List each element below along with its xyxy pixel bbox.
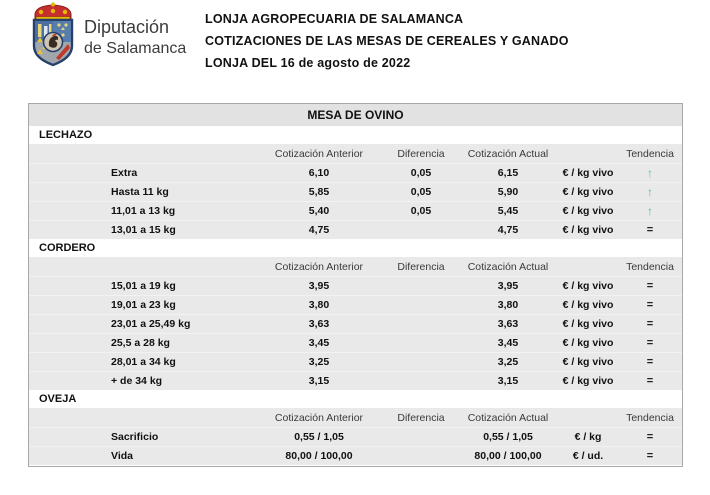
table-row <box>29 446 682 465</box>
value-anterior: 5,40 <box>308 205 330 217</box>
trend-equal-icon: = <box>646 280 654 292</box>
value-anterior: 0,55 / 1,05 <box>294 431 344 443</box>
table-sections <box>29 126 682 465</box>
row-label: Vida <box>111 450 133 462</box>
value-unit: € / kg vivo <box>562 167 614 179</box>
value-unit: € / kg vivo <box>562 299 614 311</box>
value-actual: 3,45 <box>497 337 519 349</box>
value-actual: 4,75 <box>497 224 519 236</box>
value-unit: € / kg vivo <box>562 224 614 236</box>
value-anterior: 5,85 <box>308 186 330 198</box>
title-line-2: COTIZACIONES DE LAS MESAS DE CEREALES Y GANADO <box>205 34 569 48</box>
trend-equal-icon: = <box>646 337 654 349</box>
row-label: 23,01 a 25,49 kg <box>111 318 191 330</box>
row-label: + de 34 kg <box>111 375 163 387</box>
table-row <box>29 314 682 333</box>
value-actual: 0,55 / 1,05 <box>483 431 533 443</box>
value-diferencia: 0,05 <box>410 167 432 179</box>
value-anterior: 3,95 <box>308 280 330 292</box>
document-title <box>205 8 695 74</box>
logo-text-line1: Diputación <box>84 17 170 38</box>
table-row <box>29 295 682 314</box>
table-row <box>29 371 682 390</box>
row-label: 28,01 a 34 kg <box>111 356 176 368</box>
value-actual: 3,80 <box>497 299 519 311</box>
trend-equal-icon: = <box>646 299 654 311</box>
row-label: 15,01 a 19 kg <box>111 280 176 292</box>
column-header-diferencia: Diferencia <box>397 260 445 273</box>
row-label: Extra <box>111 167 138 179</box>
value-unit: € / ud. <box>572 450 604 462</box>
column-header-row <box>29 144 682 163</box>
column-header-actual: Cotización Actual <box>467 411 549 424</box>
table-row <box>29 333 682 352</box>
value-unit: € / kg vivo <box>562 205 614 217</box>
value-unit: € / kg vivo <box>562 318 614 330</box>
value-anterior: 80,00 / 100,00 <box>285 450 353 462</box>
trend-equal-icon: = <box>646 375 654 387</box>
column-header-anterior: Cotización Anterior <box>274 260 364 273</box>
trend-equal-icon: = <box>646 318 654 330</box>
section-label-cordero: CORDERO <box>29 239 682 257</box>
value-anterior: 3,45 <box>308 337 330 349</box>
table-title: MESA DE OVINO <box>29 104 682 126</box>
value-diferencia: 0,05 <box>410 186 432 198</box>
value-unit: € / kg vivo <box>562 375 614 387</box>
column-header-tendencia: Tendencia <box>626 411 674 424</box>
row-label: 11,01 a 13 kg <box>111 205 176 217</box>
logo-text-line2: de Salamanca <box>84 39 187 57</box>
value-anterior: 4,75 <box>308 224 330 236</box>
column-header-row <box>29 257 682 276</box>
value-anterior: 3,80 <box>308 299 330 311</box>
trend-equal-icon: = <box>646 450 654 462</box>
value-unit: € / kg vivo <box>562 337 614 349</box>
value-actual: 5,45 <box>497 205 519 217</box>
table-row <box>29 201 682 220</box>
section-block-oveja <box>29 408 682 465</box>
page-header <box>0 0 710 95</box>
table-row <box>29 163 682 182</box>
table-row <box>29 352 682 371</box>
section-block-lechazo <box>29 144 682 239</box>
trend-up-arrow-icon: ↑ <box>647 166 653 180</box>
value-anterior: 3,25 <box>308 356 330 368</box>
section-label-oveja: OVEJA <box>29 390 682 408</box>
column-header-anterior: Cotización Anterior <box>274 147 364 160</box>
value-actual: 3,95 <box>497 280 519 292</box>
value-actual: 5,90 <box>497 186 519 198</box>
trend-equal-icon: = <box>646 431 654 443</box>
value-unit: € / kg vivo <box>562 356 614 368</box>
trend-up-arrow-icon: ↑ <box>647 185 653 199</box>
value-anterior: 6,10 <box>308 167 330 179</box>
value-unit: € / kg vivo <box>562 280 614 292</box>
column-header-actual: Cotización Actual <box>467 260 549 273</box>
column-header-diferencia: Diferencia <box>397 147 445 160</box>
section-label-lechazo: LECHAZO <box>29 126 682 144</box>
column-header-anterior: Cotización Anterior <box>274 411 364 424</box>
value-unit: € / kg <box>574 431 602 443</box>
title-line-1: LONJA AGROPECUARIA DE SALAMANCA <box>205 12 464 26</box>
value-actual: 3,63 <box>497 318 519 330</box>
table-row <box>29 427 682 446</box>
row-label: Hasta 11 kg <box>111 186 169 198</box>
value-unit: € / kg vivo <box>562 186 614 198</box>
trend-up-arrow-icon: ↑ <box>647 204 653 218</box>
value-actual: 80,00 / 100,00 <box>474 450 542 462</box>
table-row <box>29 220 682 239</box>
column-header-row <box>29 408 682 427</box>
value-anterior: 3,15 <box>308 375 330 387</box>
trend-equal-icon: = <box>646 224 654 236</box>
row-label: 19,01 a 23 kg <box>111 299 176 311</box>
value-anterior: 3,63 <box>308 318 330 330</box>
row-label: Sacrificio <box>111 431 159 443</box>
value-actual: 6,15 <box>497 167 519 179</box>
coat-of-arms-icon <box>28 2 78 73</box>
column-header-diferencia: Diferencia <box>397 411 445 424</box>
value-diferencia: 0,05 <box>410 205 432 217</box>
column-header-actual: Cotización Actual <box>467 147 549 160</box>
table-row <box>29 276 682 295</box>
section-block-cordero <box>29 257 682 390</box>
row-label: 13,01 a 15 kg <box>111 224 176 236</box>
mesa-de-ovino-table <box>28 103 683 467</box>
value-actual: 3,15 <box>497 375 519 387</box>
title-line-3: LONJA DEL 16 de agosto de 2022 <box>205 56 411 70</box>
table-row <box>29 182 682 201</box>
trend-equal-icon: = <box>646 356 654 368</box>
column-header-tendencia: Tendencia <box>626 147 674 160</box>
value-actual: 3,25 <box>497 356 519 368</box>
column-header-tendencia: Tendencia <box>626 260 674 273</box>
row-label: 25,5 a 28 kg <box>111 337 170 349</box>
diputacion-logo <box>28 2 186 73</box>
